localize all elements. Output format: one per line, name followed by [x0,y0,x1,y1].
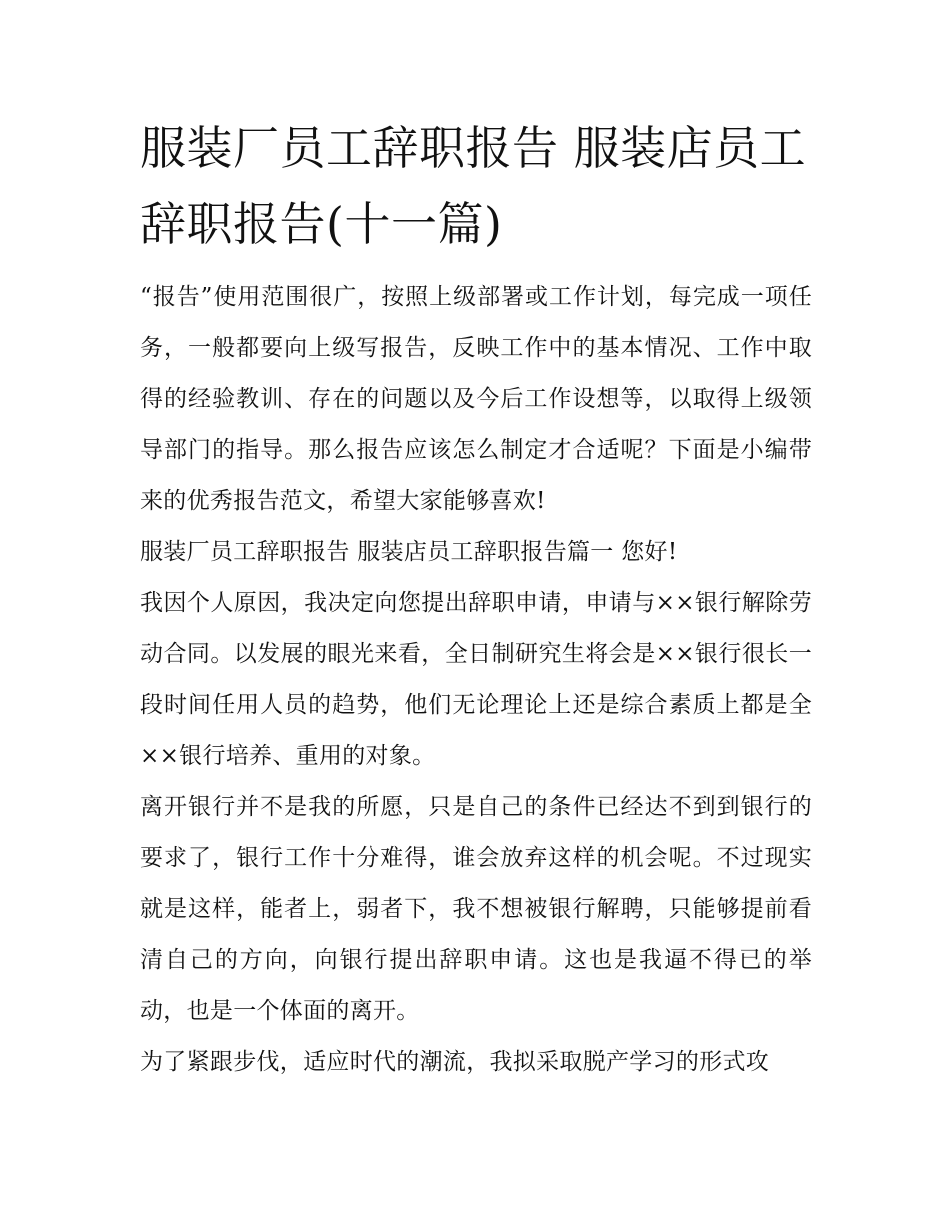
body-paragraph-continued: 为了紧跟步伐，适应时代的潮流，我拟采取脱产学习的形式攻 [140,1049,770,1075]
body-paragraph: 我因个人原因，我决定向您提出辞职申请，申请与××银行解除劳动合同。以发展的眼光来看，全日制研究生将会是××银行很长一段时间任用人员的趋势，他们无论理论上还是综合素质上都是全××银行培养、重用的对象。 [140,590,812,769]
document-title: 服装厂员工辞职报告 服装店员工辞职报告(十一篇) [140,121,807,251]
section-heading-paragraph: 服装厂员工辞职报告 服装店员工辞职报告篇一 您好! [140,539,678,565]
body-paragraph: 离开银行并不是我的所愿，只是自己的条件已经达不到到银行的要求了，银行工作十分难得，谁会放弃这样的机会呢。不过现实就是这样，能者上，弱者下，我不想被银行解聘，只能够提前看清自己的方向，向银行提出辞职申请。这也是我逼不得已的举动，也是一个体面的离开。 [140,794,812,1024]
intro-paragraph: “报告”使用范围很广，按照上级部署或工作计划，每完成一项任务，一般都要向上级写报告，反映工作中的基本情况、工作中取得的经验教训、存在的问题以及今后工作设想等，以取得上级领导部门的指导。那么报告应该怎么制定才合适呢？下面是小编带来的优秀报告范文，希望大家能够喜欢! [140,284,812,514]
document-body [140,110,812,1088]
